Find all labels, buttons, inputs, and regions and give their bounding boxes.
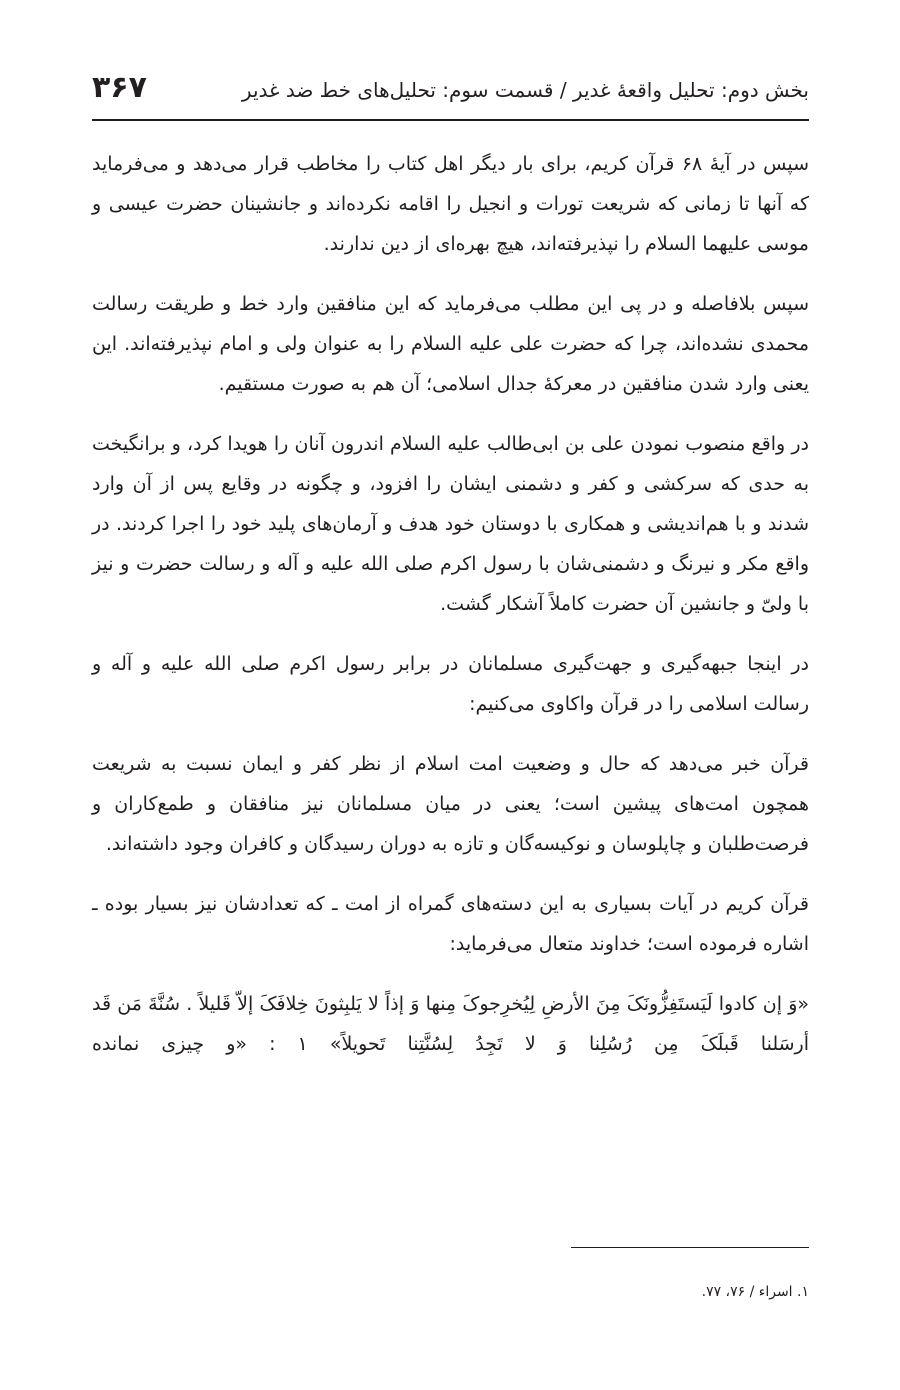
paragraph: در واقع منصوب نمودن علی بن ابی‌طالب علیه السلام اندرون آنان را هویدا کرد، و برانگیخت به حدی که سرکشی و کفر و دشمنی ایشان را افزود، و چگونه در وقایع پس از آن وارد شدند و با هم‌اندیشی و همکاری با دوستان خود هدف و آرمان‌های پلید خود را اجرا کردند. در واقع مکر و نیرنگ و دشمنی‌شان با رسول اکرم صلی الله علیه و آله و رسالت حضرت و نیز با ولیّ و جانشین آن حضرت کاملاً آشکار گشت. xyxy=(92,433,809,615)
page-number: ۳۶۷ xyxy=(92,70,147,105)
paragraph: قرآن خبر می‌دهد که حال و وضعیت امت اسلام از نظر کفر و ایمان نسبت به شریعت همچون امت‌های پیشین است؛ یعنی در میان مسلمانان نیز منافقان و طمع‌کاران و فرصت‌طلبان و چاپلوسان و نوکیسه‌گان و تازه به دوران رسیدگان و کافران وجود داشته‌اند. xyxy=(92,753,809,855)
footnote: ۱. اسراء / ۷۶، ۷۷. xyxy=(701,1284,809,1300)
running-header-title: بخش دوم: تحلیل واقعهٔ غدیر / قسمت سوم: تحلیل‌های خط ضد غدیر xyxy=(241,78,809,102)
paragraph: سپس در آیهٔ ۶۸ قرآن کریم، برای بار دیگر اهل کتاب را مخاطب قرار می‌دهد و می‌فرماید که آنها تا زمانی که شریعت تورات و انجیل را اقامه نکرده‌اند و جانشینان حضرت عیسی و موسی علیهما السلام را نپذیرفته‌اند، هیچ بهره‌ای از دین ندارند. xyxy=(92,153,809,255)
running-header xyxy=(92,62,809,114)
paragraph: در اینجا جبهه‌گیری و جهت‌گیری مسلمانان در برابر رسول اکرم صلی الله علیه و آله و رسالت اسلامی را در قرآن واکاوی می‌کنیم: xyxy=(92,653,809,715)
quran-quote-paragraph: «وَ إن کادوا لَیَستَفِزُّونَکَ مِنَ الأرضِ لِیُخرِجوکَ مِنها وَ إذاً لا یَلبِثونَ خِلافَکَ إلاّ قَلیلاً . سُنَّةَ مَن قَد أرسَلنا قَبلَکَ مِن رُسُلِنا وَ لا تَجِدُ لِسُنَّتِنا تَحویلاً» ۱ : «و چیزی نمانده xyxy=(92,993,809,1055)
body-text xyxy=(92,144,809,1084)
paragraph: قرآن کریم در آیات بسیاری به این دسته‌های گمراه از امت ـ که تعدادشان نیز بسیار بوده ـ اشاره فرموده است؛ خداوند متعال می‌فرماید: xyxy=(92,893,809,955)
paragraph: سپس بلافاصله و در پی این مطلب می‌فرماید که این منافقین وارد خط و طریقت رسالت محمدی نشده‌اند، چرا که حضرت علی علیه السلام را به عنوان ولی و امام نپذیرفته‌اند. این یعنی وارد شدن منافقین در معرکهٔ جدال اسلامی؛ آن هم به صورت مستقیم. xyxy=(92,293,809,395)
footnote-divider xyxy=(571,1247,809,1248)
header-divider xyxy=(92,119,809,121)
